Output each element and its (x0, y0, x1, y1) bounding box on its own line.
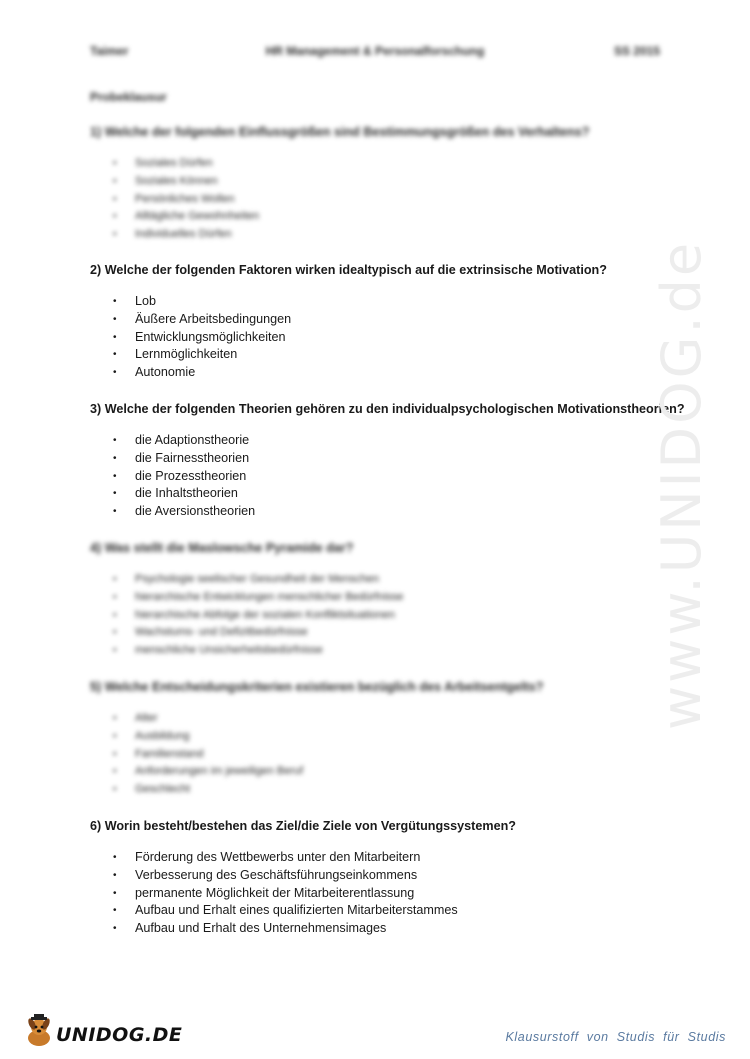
bullet-icon: • (113, 869, 117, 881)
logo-wordmark: UNIDOG.DE (56, 1024, 183, 1046)
bullet-icon: • (113, 349, 117, 361)
bullet-icon: • (113, 470, 117, 482)
bullet-icon: • (113, 211, 117, 223)
bullet-icon: • (113, 852, 117, 863)
bullet-icon: • (113, 367, 117, 379)
bullet-icon: • (113, 748, 117, 760)
bullet-icon: • (113, 730, 117, 742)
question-block-4 (90, 538, 670, 660)
bullet-icon: • (113, 296, 117, 307)
footer-tagline: Klausurstoff von Studis für Studis (505, 1030, 726, 1044)
bullet-icon: • (113, 435, 117, 446)
question-block-1 (90, 122, 670, 244)
answer-option: • die Inhaltstheorien (135, 485, 670, 503)
question-block-3 (90, 399, 685, 521)
question-block-5 (90, 677, 670, 799)
answer-option: • Persönliches Wollen (135, 191, 670, 209)
answer-option: • Ausbildung (135, 728, 670, 746)
answer-list (90, 432, 670, 521)
bullet-icon: • (113, 923, 117, 935)
answer-option: • Psychologie seelischer Gesundheit der Menschen (135, 571, 670, 589)
bullet-icon: • (113, 887, 117, 899)
answer-option: • Soziales Können (135, 173, 670, 191)
answer-option: • permanente Möglichkeit der Mitarbeiterentlassung (135, 885, 670, 903)
bullet-icon: • (113, 766, 117, 778)
bullet-icon: • (113, 193, 117, 205)
answer-option: • Verbesserung des Geschäftsführungseinkommens (135, 867, 670, 885)
bullet-icon: • (113, 488, 117, 500)
answer-list (90, 710, 670, 799)
header-term: SS 2015 (613, 44, 660, 58)
bullet-icon: • (113, 609, 117, 621)
question-block-6 (90, 816, 670, 938)
answer-list (90, 155, 670, 244)
answer-option: • menschliche Unsicherheitsbedürfnisse (135, 642, 670, 660)
answer-option: • Lernmöglichkeiten (135, 346, 670, 364)
watermark-text: www.UNIDOG.de (650, 239, 713, 730)
question-text: 3) Welche der folgenden Theorien gehören zu den individualpsychologischen Motivationstheorien? (90, 402, 685, 416)
bullet-icon: • (113, 175, 117, 187)
answer-option: • Geschlecht (135, 781, 670, 799)
bullet-icon: • (113, 574, 117, 585)
bullet-icon: • (113, 645, 117, 657)
page-header (90, 44, 660, 64)
answer-option: • hierarchische Abfolge der sozialen Konfliktsituationen (135, 607, 670, 625)
question-block-2 (90, 260, 670, 382)
question-text: 4) Was stellt die Maslowsche Pyramide dar? (90, 541, 354, 555)
answer-option: • Individuelles Dürfen (135, 226, 670, 244)
answer-list (90, 571, 670, 660)
answer-option: • Äußere Arbeitsbedingungen (135, 311, 670, 329)
header-author: Taimer (90, 44, 129, 58)
answer-option: • Soziales Dürfen (135, 155, 670, 173)
answer-option: • Entwicklungsmöglichkeiten (135, 329, 670, 347)
answer-option: • hierarchische Entwicklungen menschlicher Bedürfnisse (135, 589, 670, 607)
dog-mascot-icon (22, 1014, 58, 1050)
question-text: 1) Welche der folgenden Einflussgrößen sind Bestimmungsgrößen des Verhaltens? (90, 125, 590, 139)
answer-option: • Alter (135, 710, 670, 728)
answer-option: • die Adaptionstheorie (135, 432, 670, 450)
bullet-icon: • (113, 627, 117, 639)
bullet-icon: • (113, 158, 117, 169)
answer-option: • Aufbau und Erhalt des Unternehmensimages (135, 920, 670, 938)
unidog-logo (22, 1014, 182, 1050)
question-text: 6) Worin besteht/bestehen das Ziel/die Ziele von Vergütungssystemen? (90, 819, 516, 833)
question-text: 5) Welche Entscheidungskriterien existieren bezüglich des Arbeitsentgelts? (90, 680, 544, 694)
question-text: 2) Welche der folgenden Faktoren wirken idealtypisch auf die extrinsische Motivation? (90, 263, 607, 277)
bullet-icon: • (113, 331, 117, 343)
bullet-icon: • (113, 313, 117, 325)
answer-option: • Autonomie (135, 364, 670, 382)
answer-option: • Wachstums- und Defizitbedürfnisse (135, 624, 670, 642)
header-title: HR Management & Personalforschung (265, 44, 485, 58)
answer-option: • Aufbau und Erhalt eines qualifizierten Mitarbeiterstammes (135, 902, 670, 920)
document-label: Probeklausur (90, 90, 167, 104)
bullet-icon: • (113, 591, 117, 603)
answer-option: • die Aversionstheorien (135, 503, 670, 521)
bullet-icon: • (113, 905, 117, 917)
bullet-icon: • (113, 784, 117, 796)
answer-option: • die Prozesstheorien (135, 468, 670, 486)
answer-option: • Anforderungen im jeweiligen Beruf (135, 763, 670, 781)
bullet-icon: • (113, 229, 117, 241)
bullet-icon: • (113, 452, 117, 464)
answer-option: • Alltägliche Gewohnheiten (135, 208, 670, 226)
answer-list (90, 293, 670, 382)
bullet-icon: • (113, 506, 117, 518)
answer-option: • die Fairnesstheorien (135, 450, 670, 468)
answer-option: • Förderung des Wettbewerbs unter den Mitarbeitern (135, 849, 670, 867)
answer-option: • Lob (135, 293, 670, 311)
answer-option: • Familienstand (135, 746, 670, 764)
answer-list (90, 849, 670, 938)
bullet-icon: • (113, 713, 117, 724)
